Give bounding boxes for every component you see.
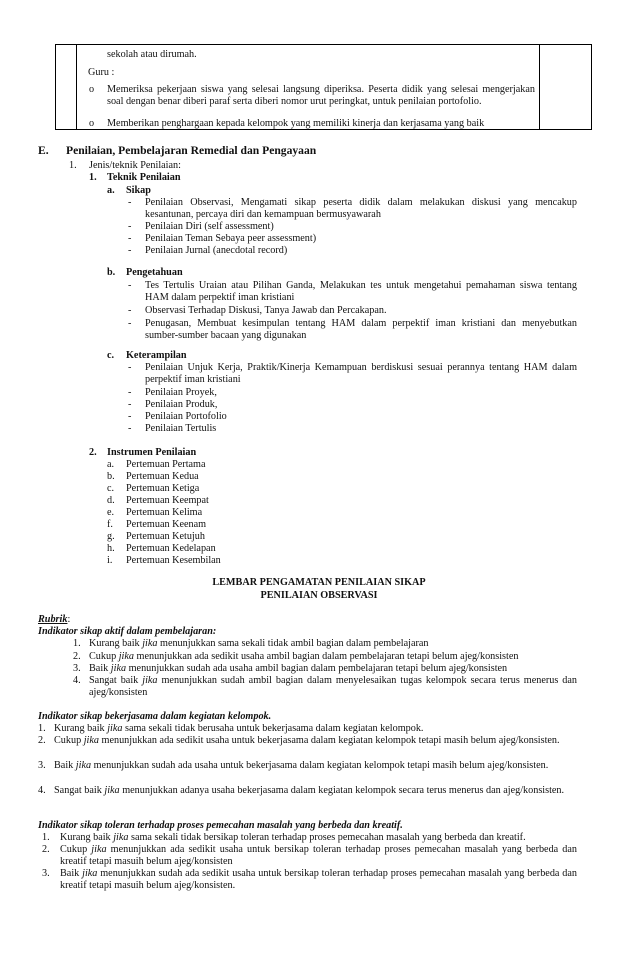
- aktif-number: 4.: [73, 675, 81, 686]
- item-text: Baik: [60, 868, 83, 879]
- toleran-number: 3.: [42, 868, 50, 879]
- item-text: menunjukkan ada sedikit usaha untuk bekerjasama dalam kegiatan kelompok tetapi masih belum ajeg/konsisten.: [99, 735, 560, 746]
- dash-icon: -: [128, 197, 132, 208]
- item-text: menunjukkan ada sedikit usaha untuk bersikap toleran terhadap proses pemecahan masalah yang berbeda dan kreatif tetapi masuih belum ajeg/konsisten: [60, 844, 578, 868]
- pertemuan-letter: b.: [107, 471, 115, 482]
- pertemuan-item: Pertemuan Ketujuh: [126, 531, 205, 542]
- lembar-title: LEMBAR PENGAMATAN PENILAIAN SIKAP: [212, 577, 426, 588]
- pertemuan-item: Pertemuan Keenam: [126, 519, 207, 530]
- kerjasama-item: [54, 785, 577, 797]
- dash-icon: -: [128, 399, 132, 410]
- pertemuan-item: Pertemuan Kedua: [126, 471, 199, 482]
- teknik-label: Teknik Penilaian: [107, 172, 181, 183]
- toleran-item: [60, 832, 526, 844]
- item-jika: jika: [142, 638, 158, 649]
- item-jika: jika: [91, 844, 107, 855]
- instrumen-number: 2.: [89, 447, 97, 458]
- item-text: sama sekali tidak berusaha untuk bekerjasama dalam kegiatan kelompok.: [122, 723, 424, 734]
- item-text: Cukup: [60, 844, 92, 855]
- bullet-icon: o: [89, 84, 95, 95]
- dash-icon: -: [128, 305, 132, 316]
- toleran-item: [60, 868, 577, 893]
- aktif-number: 1.: [73, 638, 81, 649]
- rubrik-label: Rubrik: [38, 614, 68, 625]
- item-text: menunjukkan sudah ambil bagian dalam menyelesaikan tugas kelompok secara terus menerus dan ajeg/konsisten: [89, 675, 577, 699]
- dash-icon: -: [128, 221, 132, 232]
- item-jika: jika: [118, 651, 134, 662]
- item-text: menunjukkan sudah ada sedikit usaha untuk bersikap toleran terhadap proses pemecahan masalah yang berbeda dan kreatif tetapi masuih belum ajeg/konsisten.: [60, 868, 578, 892]
- item-text: Kurang baik: [89, 638, 143, 649]
- pengetahuan-item: Penugasan, Membuat kesimpulan tentang HAM dalam perpektif iman kristiani dan menyebutkan sumber-sumber bacaan yang digunakan: [145, 318, 577, 342]
- keterampilan-item: Penilaian Portofolio: [145, 411, 227, 422]
- toleran-title: Indikator sikap toleran terhadap proses pemecahan masalah yang berbeda dan kreatif.: [38, 820, 403, 831]
- item-text: menunjukkan sudah ada usaha untuk bekerjasama dalam kegiatan kelompok tetapi masih belum ajeg/konsisten.: [91, 760, 549, 771]
- pertemuan-item: Pertemuan Kedelapan: [126, 543, 216, 554]
- pertemuan-letter: g.: [107, 531, 115, 542]
- sikap-item: Penilaian Jurnal (anecdotal record): [145, 245, 288, 256]
- item-text: Sangat baik: [54, 785, 105, 796]
- table-line-1: sekolah atau dirumah.: [107, 49, 197, 60]
- pertemuan-letter: h.: [107, 543, 115, 554]
- item-jika: jika: [110, 663, 127, 674]
- dash-icon: -: [128, 280, 132, 291]
- pertemuan-item: Pertemuan Kelima: [126, 507, 203, 518]
- pertemuan-letter: a.: [107, 459, 115, 470]
- aktif-item: [89, 651, 518, 663]
- rubrik-label-row: [38, 614, 70, 626]
- jenis-label: Jenis/teknik Penilaian:: [89, 160, 181, 171]
- pertemuan-item: Pertemuan Pertama: [126, 459, 206, 470]
- item-text: Cukup: [89, 651, 119, 662]
- kerjasama-item: [54, 735, 577, 747]
- pengetahuan-item: Observasi Terhadap Diskusi, Tanya Jawab dan Percakapan.: [145, 305, 387, 316]
- item-text: Baik: [54, 760, 76, 771]
- aktif-number: 3.: [73, 663, 81, 674]
- table-time-column: [539, 45, 591, 129]
- item-jika: jika: [83, 735, 99, 746]
- kerjasama-title: Indikator sikap bekerjasama dalam kegiatan kelompok.: [38, 711, 272, 722]
- aktif-number: 2.: [73, 651, 81, 662]
- item-text: menunjukkan sama sekali tidak ambil bagian dalam pembelajaran: [157, 638, 429, 649]
- sikap-heading: Sikap: [126, 185, 151, 196]
- table-item-2: Memberikan penghargaan kepada kelompok yang memiliki kinerja dan kerjasama yang baik: [107, 118, 485, 129]
- aktif-item: [89, 663, 507, 675]
- kerjasama-number: 2.: [38, 735, 46, 746]
- item-text: sama sekali tidak bersikap toleran terhadap proses pemecahan masalah yang berbeda dan kreatif.: [128, 832, 526, 843]
- pengetahuan-letter: b.: [107, 267, 116, 278]
- sikap-item: Penilaian Diri (self assessment): [145, 221, 274, 232]
- section-e-letter: E.: [38, 144, 49, 157]
- pertemuan-letter: f.: [107, 519, 113, 530]
- pertemuan-letter: d.: [107, 495, 115, 506]
- kerjasama-item: [54, 723, 423, 735]
- teknik-number: 1.: [89, 172, 97, 183]
- sikap-letter: a.: [107, 185, 115, 196]
- keterampilan-item: Penilaian Proyek,: [145, 387, 217, 398]
- keterampilan-item: Penilaian Unjuk Kerja, Praktik/Kinerja Kemampuan berdiskusi sesuai perannya tentang HAM dalam perpektif iman kristiani: [145, 362, 577, 386]
- kerjasama-number: 1.: [38, 723, 46, 734]
- jenis-number: 1.: [69, 160, 77, 171]
- item-text: Kurang baik: [60, 832, 114, 843]
- item-jika: jika: [104, 785, 120, 796]
- toleran-number: 2.: [42, 844, 50, 855]
- item-text: Baik: [89, 663, 111, 674]
- table-number-column: [56, 45, 77, 129]
- item-text: Kurang baik: [54, 723, 108, 734]
- aktif-title: Indikator sikap aktif dalam pembelajaran:: [38, 626, 217, 637]
- dash-icon: -: [128, 245, 132, 256]
- keterampilan-letter: c.: [107, 350, 115, 361]
- table-item-1: Memeriksa pekerjaan siswa yang selesai langsung diperiksa. Peserta didik yang selesai mengerjakan soal dengan benar diberi paraf serta diberi nomor urut peringkat, untuk penilaian portofolio.: [107, 84, 535, 108]
- aktif-item: [89, 638, 428, 650]
- dash-icon: -: [128, 318, 132, 329]
- item-text: Sangat baik: [89, 675, 143, 686]
- kerjasama-number: 3.: [38, 760, 46, 771]
- dash-icon: -: [128, 411, 132, 422]
- dash-icon: -: [128, 362, 132, 373]
- dash-icon: -: [128, 423, 132, 434]
- item-jika: jika: [113, 832, 129, 843]
- kerjasama-number: 4.: [38, 785, 46, 796]
- sikap-item: Penilaian Observasi, Mengamati sikap peserta didik dalam melakukan diskusi yang mencakup kesantunan, percaya diri dan kemampuan bermusyawarah: [145, 197, 577, 221]
- instrumen-heading: Instrumen Penilaian: [107, 447, 197, 458]
- toleran-number: 1.: [42, 832, 50, 843]
- pertemuan-letter: i.: [107, 555, 113, 566]
- pertemuan-item: Pertemuan Ketiga: [126, 483, 200, 494]
- toleran-item: [60, 844, 577, 869]
- kerjasama-item: [54, 760, 577, 772]
- pengetahuan-item: Tes Tertulis Uraian atau Pilihan Ganda, Melakukan tes untuk mengetahui pemahaman siswa tentang HAM dalam perpektif iman kristiani: [145, 280, 577, 304]
- item-text: menunjukkan adanya usaha bekerjasama dalam kegiatan kelompok secara terus menerus dan ajeg/konsisten.: [119, 785, 565, 796]
- pertemuan-item: Pertemuan Kesembilan: [126, 555, 221, 566]
- item-jika: jika: [142, 675, 158, 686]
- keterampilan-heading: Keterampilan: [126, 350, 187, 361]
- aktif-item: [89, 675, 577, 700]
- item-text: Cukup: [54, 735, 84, 746]
- pertemuan-letter: e.: [107, 507, 115, 518]
- item-jika: jika: [75, 760, 92, 771]
- item-jika: jika: [82, 868, 98, 879]
- pengetahuan-heading: Pengetahuan: [126, 267, 183, 278]
- rubrik-colon: :: [67, 614, 71, 625]
- pertemuan-letter: c.: [107, 483, 115, 494]
- bullet-icon: o: [89, 118, 95, 129]
- item-jika: jika: [107, 723, 123, 734]
- dash-icon: -: [128, 233, 132, 244]
- item-text: menunjukkan ada sedikit usaha ambil bagian dalam pembelajaran tetapi belum ajeg/konsisten: [134, 651, 519, 662]
- item-text: menunjukkan sudah ada usaha ambil bagian dalam pembelajaran tetapi belum ajeg/konsisten: [126, 663, 508, 674]
- sikap-item: Penilaian Teman Sebaya peer assessment): [145, 233, 317, 244]
- section-e-title: Penilaian, Pembelajaran Remedial dan Pengayaan: [66, 144, 317, 157]
- keterampilan-item: Penilaian Tertulis: [145, 423, 217, 434]
- dash-icon: -: [128, 387, 132, 398]
- pertemuan-item: Pertemuan Keempat: [126, 495, 209, 506]
- keterampilan-item: Penilaian Produk,: [145, 399, 218, 410]
- lembar-subtitle: PENILAIAN OBSERVASI: [260, 590, 378, 601]
- table-guru-label: Guru :: [88, 67, 115, 78]
